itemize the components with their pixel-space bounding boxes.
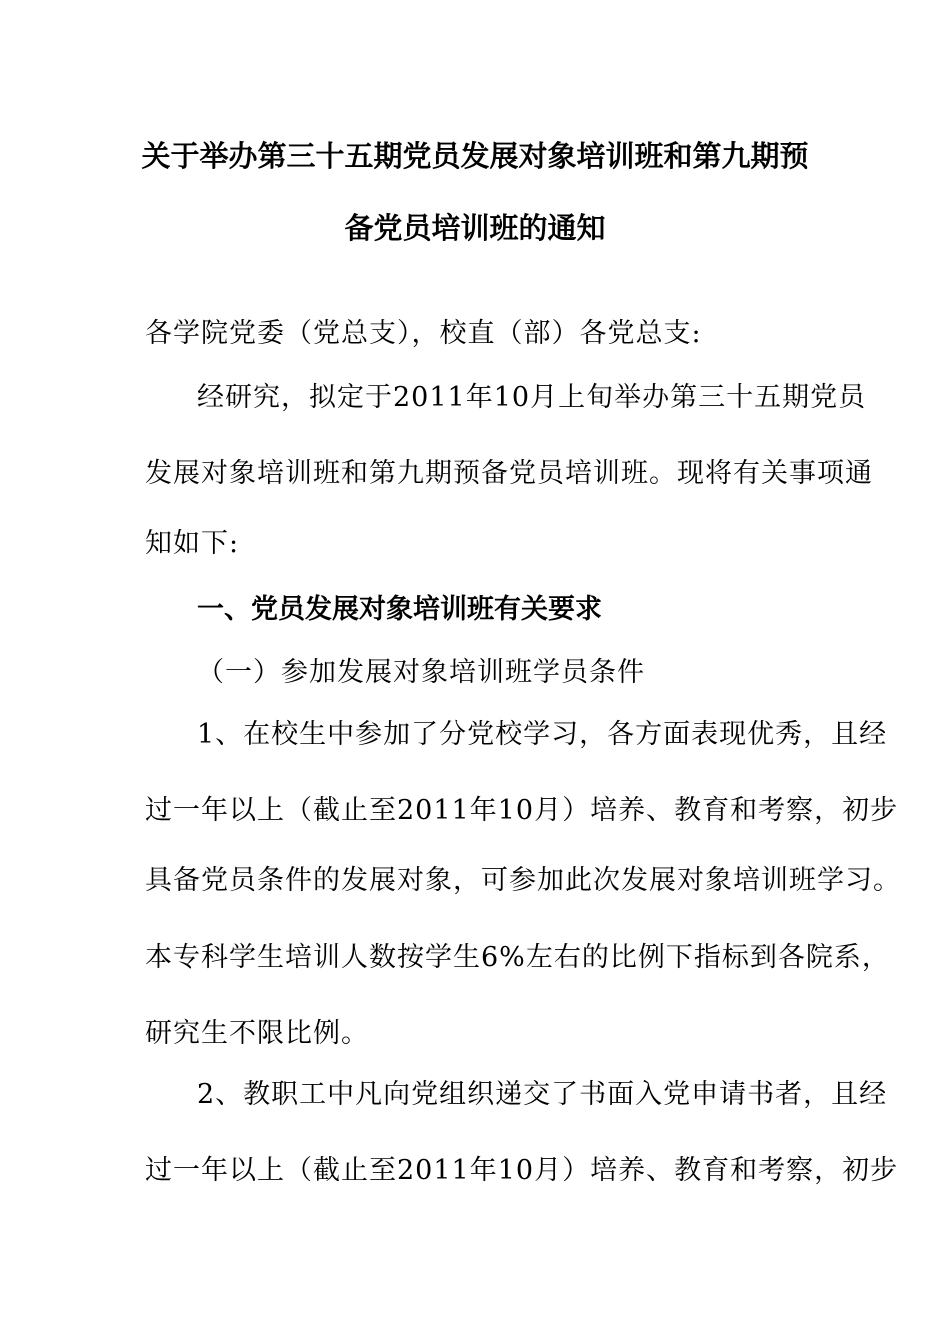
paragraph-line: 研究生不限比例。 xyxy=(145,1018,369,1049)
paragraph-line: 发展对象培训班和第九期预备党员培训班。现将有关事项通 xyxy=(145,458,873,489)
document-title-line-1: 关于举办第三十五期党员发展对象培训班和第九期预 xyxy=(141,139,809,173)
paragraph-line: 2、教职工中凡向党组织递交了书面入党申请书者，且经 xyxy=(197,1079,888,1110)
document-title-line-2: 备党员培训班的通知 xyxy=(344,211,606,245)
section-heading: 一、党员发展对象培训班有关要求 xyxy=(197,594,602,625)
subsection-heading: （一）参加发展对象培训班学员条件 xyxy=(197,657,645,688)
paragraph-line: 过一年以上（截止至2011年10月）培养、教育和考察，初步 xyxy=(145,1155,899,1186)
paragraph-line: 经研究，拟定于2011年10月上旬举办第三十五期党员 xyxy=(197,382,867,413)
paragraph-line: 具备党员条件的发展对象，可参加此次发展对象培训班学习。 xyxy=(145,865,901,896)
paragraph-line: 1、在校生中参加了分党校学习，各方面表现优秀，且经 xyxy=(197,719,888,750)
paragraph-line: 本专科学生培训人数按学生6%左右的比例下指标到各院系， xyxy=(145,942,890,973)
paragraph-line: 知如下: xyxy=(145,528,240,559)
salutation: 各学院党委（党总支），校直（部）各党总支: xyxy=(145,318,702,349)
paragraph-line: 过一年以上（截止至2011年10月）培养、教育和考察，初步 xyxy=(145,795,899,826)
